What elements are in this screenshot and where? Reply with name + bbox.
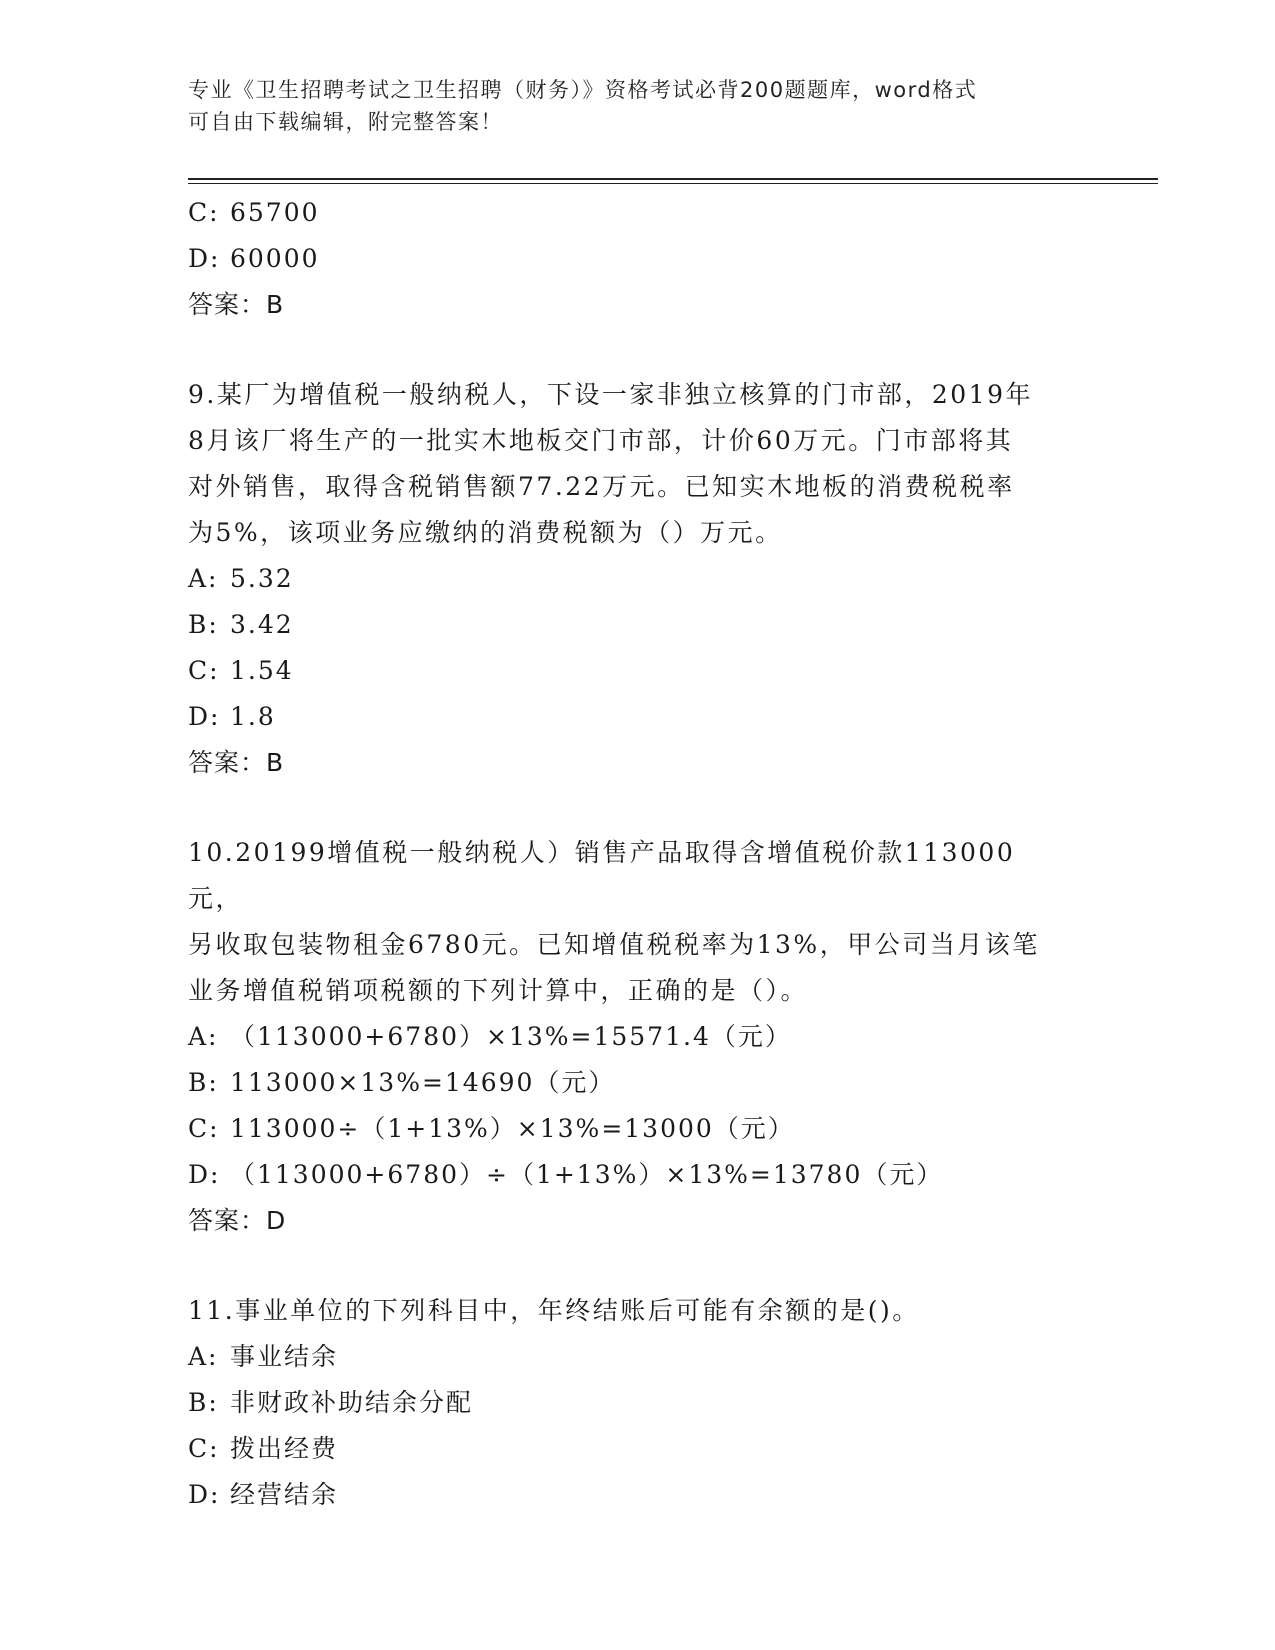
header-line-2: 可自由下载编辑，附完整答案！ bbox=[188, 110, 503, 134]
prev-question bbox=[188, 190, 1088, 328]
question-11 bbox=[188, 1288, 1088, 1518]
question-text: 10.20199增值税一般纳税人）销售产品取得含增值税价款113000元， 另收取包装物租金6780元。已知增值税税率为13%，甲公司当月该笔 业务增值税销项税额的下列计算中，正确的是（）。 bbox=[188, 838, 1040, 1005]
option-c: C: 1.54 bbox=[188, 656, 294, 685]
header-divider-thick bbox=[188, 178, 1158, 180]
option-c: C: 65700 bbox=[188, 198, 320, 227]
answer: 答案：D bbox=[188, 1206, 287, 1235]
option-c: C: 113000÷（1+13%）×13%=13000（元） bbox=[188, 1114, 795, 1143]
question-9 bbox=[188, 372, 1088, 786]
document-body bbox=[188, 190, 1088, 1518]
option-d: D: 60000 bbox=[188, 244, 320, 273]
option-d: D: 1.8 bbox=[188, 702, 276, 731]
option-d: D: 经营结余 bbox=[188, 1480, 339, 1509]
header-line-1: 专业《卫生招聘考试之卫生招聘（财务）》资格考试必背200题题库，word格式 bbox=[188, 78, 978, 102]
document-header bbox=[188, 74, 1068, 138]
answer: 答案：B bbox=[188, 748, 285, 777]
option-b: B: 113000×13%=14690（元） bbox=[188, 1068, 616, 1097]
question-10 bbox=[188, 830, 1088, 1244]
option-a: A: 事业结余 bbox=[188, 1342, 339, 1371]
question-text: 11.事业单位的下列科目中，年终结账后可能有余额的是()。 bbox=[188, 1296, 920, 1325]
header-divider-thin bbox=[188, 183, 1158, 184]
option-a: A: （113000+6780）×13%=15571.4（元） bbox=[188, 1022, 792, 1051]
option-b: B: 3.42 bbox=[188, 610, 294, 639]
question-text: 9.某厂为增值税一般纳税人，下设一家非独立核算的门市部，2019年 8月该厂将生产的一批实木地板交门市部，计价60万元。门市部将其 对外销售，取得含税销售额77.22万元。已知实木地板的消费税税率 为5%，该项业务应缴纳的消费税额为（）万元。 bbox=[188, 380, 1033, 547]
option-d: D: （113000+6780）÷（1+13%）×13%=13780（元） bbox=[188, 1160, 944, 1189]
option-b: B: 非财政补助结余分配 bbox=[188, 1388, 474, 1417]
option-a: A: 5.32 bbox=[188, 564, 294, 593]
option-c: C: 拨出经费 bbox=[188, 1434, 339, 1463]
answer: 答案：B bbox=[188, 290, 285, 319]
